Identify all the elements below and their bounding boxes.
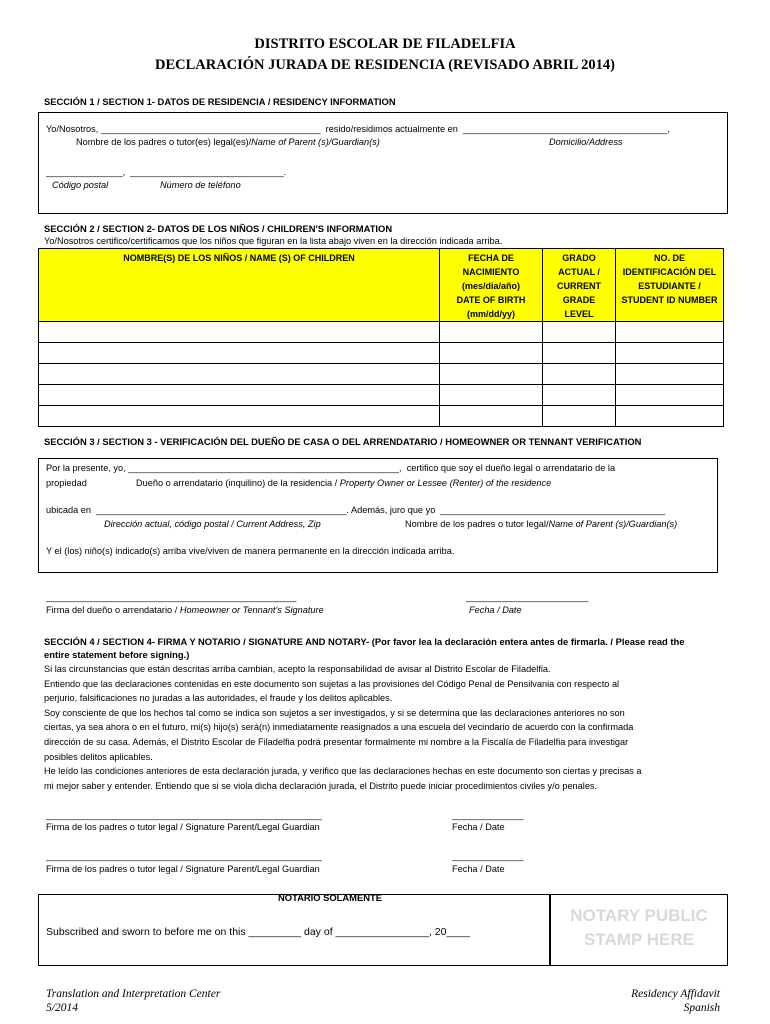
guardian-signature-line-2[interactable]: ______________________________________________________ (46, 851, 322, 861)
owner-signature-line[interactable]: _________________________________________________ (46, 592, 297, 602)
page-title: DISTRITO ESCOLAR DE FILADELFIA (254, 36, 516, 52)
notary-heading: NOTARIO SOLAMENTE (278, 892, 382, 903)
section1-zip-phone-line[interactable]: _______________, ______________________________. (46, 167, 287, 177)
phone-label: Número de teléfono (160, 180, 241, 190)
owner-signature-label: Firma del dueño o arrendatario / Homeowner or Tennant's Signature (46, 605, 324, 615)
parent-label: Nombre de los padres o tutor legal/Name of Parent (s)/Guardian(s) (405, 519, 678, 529)
address-oath-line[interactable]: ubicada en _________________________________________________. Además, juro que yo ____________________________________________ (46, 505, 666, 515)
col-student-id: NO. DE IDENTIFICACIÓN DEL ESTUDIANTE / STUDENT ID NUMBER (616, 249, 724, 322)
grade-cell[interactable] (543, 385, 616, 406)
student-id-cell[interactable] (616, 343, 724, 364)
section1-heading: SECCIÓN 1 / SECTION 1- DATOS DE RESIDENCIA / RESIDENCY INFORMATION (44, 96, 396, 107)
property-label: propiedad (46, 478, 87, 488)
owner-date-label: Fecha / Date (469, 605, 522, 615)
section2-intro: Yo/Nosotros certifico/certificamos que los niños que figuran en la lista abajo viven en la dirección indicada arriba. (44, 236, 503, 246)
footer-right: Residency Affidavit Spanish (631, 988, 720, 1014)
table-row[interactable] (39, 364, 724, 385)
table-row[interactable] (39, 343, 724, 364)
owner-role-label: Dueño o arrendatario (inquilino) de la residencia / Property Owner or Lessee (Renter) of the residence (136, 478, 552, 488)
table-row[interactable] (39, 322, 724, 343)
dob-cell[interactable] (440, 343, 543, 364)
section1-name-address-line[interactable]: Yo/Nosotros, ___________________________________________ resido/residimos actualmente en ________________________________________, (46, 124, 670, 134)
residence-statement: Y el (los) niño(s) indicado(s) arriba vive/viven de manera permanente en la dirección indicada arriba. (46, 546, 455, 556)
child-name-cell[interactable] (39, 364, 440, 385)
zip-label: Código postal (52, 180, 109, 190)
notary-stamp-placeholder: NOTARY PUBLIC STAMP HERE (570, 906, 708, 949)
guardian-signature-line-1[interactable]: ______________________________________________________ (46, 810, 322, 820)
address-label: Domicilio/Address (549, 137, 623, 147)
child-name-cell[interactable] (39, 406, 440, 427)
table-row[interactable] (39, 385, 724, 406)
dob-cell[interactable] (440, 406, 543, 427)
dob-cell[interactable] (440, 322, 543, 343)
grade-cell[interactable] (543, 322, 616, 343)
current-address-label: Dirección actual, código postal / Current Address, Zip (104, 519, 321, 529)
section2-heading: SECCIÓN 2 / SECTION 2- DATOS DE LOS NIÑOS / CHILDREN'S INFORMATION (44, 223, 393, 234)
student-id-cell[interactable] (616, 406, 724, 427)
owner-name-line[interactable]: Por la presente, yo, _____________________________________________________, certifico que soy el dueño legal o arrendatario de la (46, 463, 616, 473)
col-date-of-birth: FECHA DE NACIMIENTO (mes/día/año) DATE OF BIRTH (mm/dd/yy) (440, 249, 543, 322)
child-name-cell[interactable] (39, 322, 440, 343)
student-id-cell[interactable] (616, 322, 724, 343)
footer-left: Translation and Interpretation Center 5/2014 (46, 988, 221, 1014)
children-table (38, 248, 724, 427)
student-id-cell[interactable] (616, 385, 724, 406)
children-table-header (39, 249, 724, 322)
student-id-cell[interactable] (616, 364, 724, 385)
dob-cell[interactable] (440, 385, 543, 406)
guardian-date-line-2[interactable]: ______________ (452, 851, 524, 861)
parent-name-label-en: Name of Parent (s)/Guardian(s) (251, 137, 380, 147)
parent-name-label (76, 137, 380, 147)
table-row[interactable] (39, 406, 724, 427)
section4-heading: SECCIÓN 4 / SECTION 4- FIRMA Y NOTARIO / SIGNATURE AND NOTARY- (Por favor lea la declaración entera antes de firmarla. / Please read the (44, 636, 685, 647)
child-name-cell[interactable] (39, 385, 440, 406)
notary-statement[interactable]: Subscribed and sworn to before me on this _________ day of ________________, 20____ (46, 926, 470, 938)
section3-heading: SECCIÓN 3 / SECTION 3 - VERIFICACIÓN DEL DUEÑO DE CASA O DEL ARRENDATARIO / HOMEOWNER OR TENNANT VERIFICATION (44, 436, 642, 447)
section4-heading-cont: entire statement before signing.) (44, 649, 190, 660)
guardian-date-label-2: Fecha / Date (452, 864, 505, 874)
section4-statement: Si las circunstancias que están descritas arriba cambian, acepto la responsabilidad de avisar al Distrito Escolar de Filadelfia. Entiendo que las declaraciones contenidas en este documento son sujetas a las provisiones del Código Penal de Pensilvania con respecto al perjurio, falsificaciones no juradas a las autoridades, el fraude y los delitos aplicables. Soy consciente de que los hechos tal como se indica son sujetos a ser investigados, y si se determina que las declaraciones anteriores no son ciertas, ya sea ahora o en el futuro, mi(s) hijo(s) será(n) inmediatamente reasignados a una escuela del vecindario de acuerdo con la confirmada dirección de su casa. Además, el Distrito Escolar de Filadelfia podrá presentar formalmente mi nombre a la Fiscalía de Filadelfia para investigar posibles delitos aplicables. He leído las condiciones anteriores de esta declaración jurada, y verifico que las declaraciones hechas en este documento son ciertas y precisas a mi mejor saber y entender. Entiendo que si se viola dicha declaración jurada, el Distrito puede iniciar procedimientos civiles y/o penales. (44, 664, 642, 791)
grade-cell[interactable] (543, 406, 616, 427)
col-grade-level: GRADO ACTUAL / CURRENT GRADE LEVEL (543, 249, 616, 322)
grade-cell[interactable] (543, 343, 616, 364)
guardian-signature-label-1: Firma de los padres o tutor legal / Signature Parent/Legal Guardian (46, 822, 320, 832)
parent-name-label-es: Nombre de los padres o tutor(es) legal(es)/ (76, 137, 252, 147)
guardian-signature-label-2: Firma de los padres o tutor legal / Signature Parent/Legal Guardian (46, 864, 320, 874)
page-subtitle: DECLARACIÓN JURADA DE RESIDENCIA (REVISADO ABRIL 2014) (154, 57, 616, 73)
owner-date-line[interactable]: ________________________ (466, 592, 589, 602)
col-children-names: NOMBRE(S) DE LOS NIÑOS / NAME (S) OF CHILDREN (39, 249, 440, 322)
guardian-date-label-1: Fecha / Date (452, 822, 505, 832)
grade-cell[interactable] (543, 364, 616, 385)
child-name-cell[interactable] (39, 343, 440, 364)
guardian-date-line-1[interactable]: ______________ (452, 810, 524, 820)
dob-cell[interactable] (440, 364, 543, 385)
